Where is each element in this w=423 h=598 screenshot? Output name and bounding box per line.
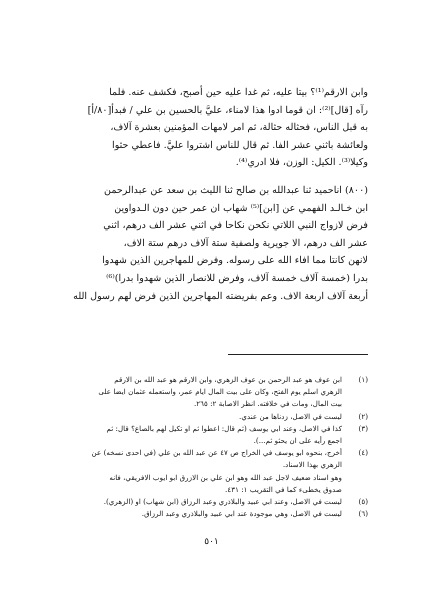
main-text (58, 84, 368, 305)
footnote-text: ابن عوف هو عبد الرحمن بن عوف الزهري، وابن الارقم هو عبد الله بن الارقم (114, 375, 342, 384)
text-line: وابن الارقم⁽¹⁾؟ بيتا عليه، ثم غدا عليه حين أصبح، فكشف عنه. فلما (109, 87, 368, 98)
text-line: عشر الف درهم، الا جويرية ولصفية ستة آلاف درهم ستة الاف، (123, 237, 368, 249)
footnote-number: (٢) (358, 411, 368, 421)
footnote-divider (228, 354, 368, 355)
text-line: بدرا (خمسة آلاف خمسة آلاف، وفرض للانصار الذين شهدوا بدرا)⁽⁶⁾ (106, 272, 368, 284)
text-line: به قبل الناس، فحثاله حثالة، ثم امر لامهات المؤمنين بعشرة آلاف، (110, 122, 368, 134)
text-line: رآه [قال]⁽²⁾: ان قوما ادوا هذا لامناء، عليَّ بالحسين بن علي / فبدأ[٨٠/أ] (87, 104, 368, 116)
text-line: وكيلا⁽³⁾. الكيل: الوزن، فلا ادري⁽⁴⁾. (235, 157, 368, 169)
footnote-number: (١) (358, 375, 368, 384)
footnote-text: أخرج، بنحوه ابو يوسف في الخراج ص ٤٧ عن عبد الله بن علي (في احدى نسخه) عن (91, 448, 342, 458)
footnote (52, 447, 368, 459)
text-line: فرض لازواج النبي اللاتي نكحن نكاحا في اثني عشر الف درهم، اثني (103, 220, 368, 232)
footnote (52, 496, 368, 508)
text-line: (٨٠٠) اناحميد ثنا عبدالله بن صالح ثنا الليث بن سعد عن عبدالرحمن (104, 184, 368, 196)
footnote (52, 374, 368, 386)
footnote (52, 411, 368, 423)
text-line: ابن خـالـد الفهمي عن [ابن]⁽⁵⁾ شهاب ان عمر حين دون الـدواوين (114, 202, 368, 214)
text-line: أربعة آلاف اربعة الاف. وعم بفريضته المهاجرين الذين فرض لهم رسول الله (73, 290, 368, 302)
footnote-continuation: اجمع رأيه على ان يحثو ثم...). (253, 436, 342, 446)
footnote-text: ليست في الاصل، زدناها من عندي. (239, 411, 342, 421)
footnote-number: (٤) (358, 448, 368, 458)
footnote (52, 423, 368, 435)
footnote-continuation: وهو اسناد ضعيف لاجل عبد الله وهو ابن علي بن الازرق ابو ايوب الافريقي، فانه (109, 472, 342, 482)
text-line: لانهن كانتا مما افاء الله على رسوله. وفرض للمهاجرين الذين شهدوا (102, 255, 368, 267)
footnote-continuation: صدوق يخطىء كما في التقريب ١: ٤٣١. (225, 484, 342, 494)
footnote-number: (٣) (358, 423, 368, 433)
footnote-number: (٥) (358, 497, 368, 507)
footnote-continuation: الزهري بهذا الاسناد. (282, 460, 342, 470)
paragraph-gap (58, 172, 368, 182)
footnotes (52, 374, 368, 520)
footnote (52, 508, 368, 520)
footnote-continuation: الزهري اسلم يوم الفتح، وكان على بيت المال ايام عمر، واستعمله عثمان ايضا على (98, 387, 342, 397)
footnote-text: ليست في الاصل، وعند ابي عبيد والبلاذري وعبد الرزاق (ابن شهاب) او (الزهري). (103, 497, 342, 507)
footnote-text: ليست في الاصل، وهي موجودة عند ابي عبيد والبلاذري وعبد الرزاق. (141, 509, 342, 519)
page-number: ٥٠١ (204, 537, 219, 547)
text-line: ولعائشة باثني عشر الفا. ثم قال للناس اشتروا عليَّ. فاعطي حثوا (112, 139, 368, 151)
footnote-text: كذا في الاصل، وعند ابي يوسف (ثم قال: اعطوا ثم او تكيل لهم بالصاع؟ قال: ثم (106, 423, 342, 433)
footnote-number: (٦) (358, 509, 368, 519)
footnote-continuation: بيت المال، ومات في خلافته. انظر الاصابة ٢: ٢٦٥. (193, 399, 342, 409)
